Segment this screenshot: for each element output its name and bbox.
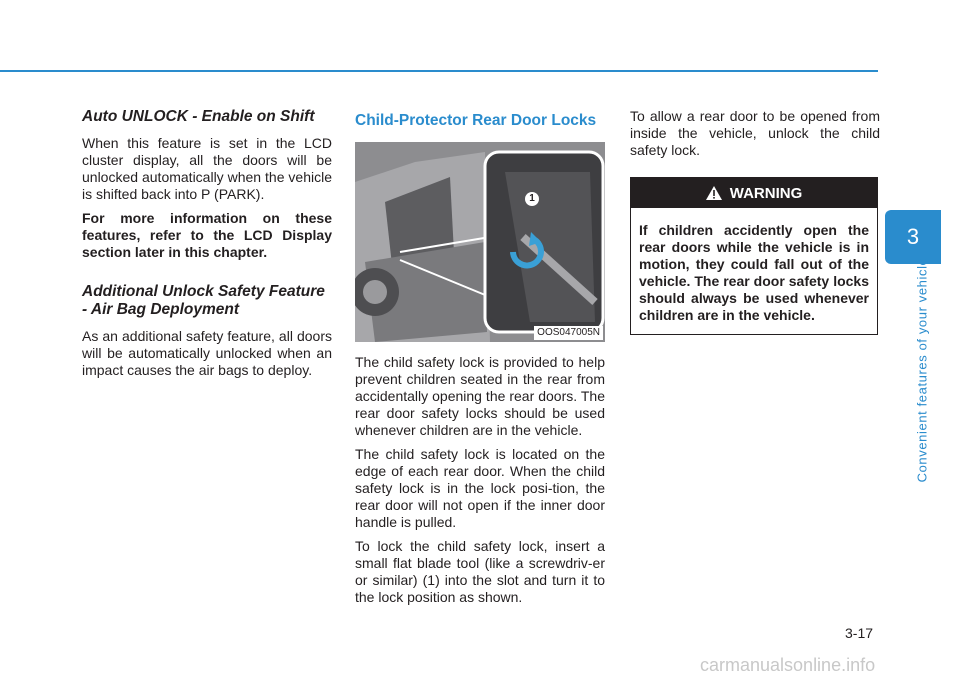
figure-code: OOS047005N	[534, 326, 603, 340]
watermark: carmanualsonline.info	[700, 655, 876, 675]
chapter-tab	[885, 210, 941, 264]
paragraph: The child safety lock is provided to help prevent children seated in the rear from accidentally opening the rear doors. The rear door safety locks should be used whenever children are in the vehicle.	[355, 354, 605, 438]
heading-auto-unlock: Auto UNLOCK - Enable on Shift	[82, 108, 315, 125]
left-column	[82, 108, 332, 386]
door-lock-illustration	[355, 142, 605, 342]
chapter-title: Convenient features of your vehicle	[914, 257, 930, 483]
paragraph: To allow a rear door to be opened from inside the vehicle, unlock the child safety lock.	[630, 108, 880, 158]
top-rule	[0, 70, 878, 72]
page-number: 3-17	[845, 625, 874, 641]
paragraph: The child safety lock is located on the edge of each rear door. When the child safety lock is in the lock posi-tion, the rear door will not open if the inner door handle is pulled.	[355, 446, 605, 530]
paragraph: As an additional safety feature, all doors will be automatically unlocked when an impact causes the air bags to deploy.	[82, 328, 332, 378]
callout-number: 1	[525, 192, 539, 206]
heading-child-protector: Child-Protector Rear Door Locks	[355, 112, 597, 129]
warning-text: If children accidently open the rear doors while the vehicle is in motion, they could fall out of the vehicle. The rear door safety locks should always be used whenever children are in the vehicle.	[639, 222, 869, 323]
warning-box	[630, 177, 878, 335]
paragraph: When this feature is set in the LCD cluster display, all the doors will be unlocked automatically when the vehicle is shifted back into P (PARK).	[82, 135, 332, 202]
car-door-image	[355, 142, 605, 342]
bold-paragraph: For more information on these features, refer to the LCD Display section later in this chapter.	[82, 210, 332, 260]
warning-header	[631, 178, 877, 208]
heading-additional-unlock: Additional Unlock Safety Feature - Air Bag Deployment	[82, 283, 325, 318]
warning-triangle-icon	[706, 186, 722, 200]
chapter-number: 3	[906, 224, 920, 249]
warning-title: WARNING	[729, 184, 803, 202]
right-column	[630, 108, 880, 335]
paragraph: To lock the child safety lock, insert a small flat blade tool (like a screwdriv-er or similar) (1) into the slot and turn it to the lock position as shown.	[355, 538, 605, 605]
middle-column	[355, 108, 605, 613]
